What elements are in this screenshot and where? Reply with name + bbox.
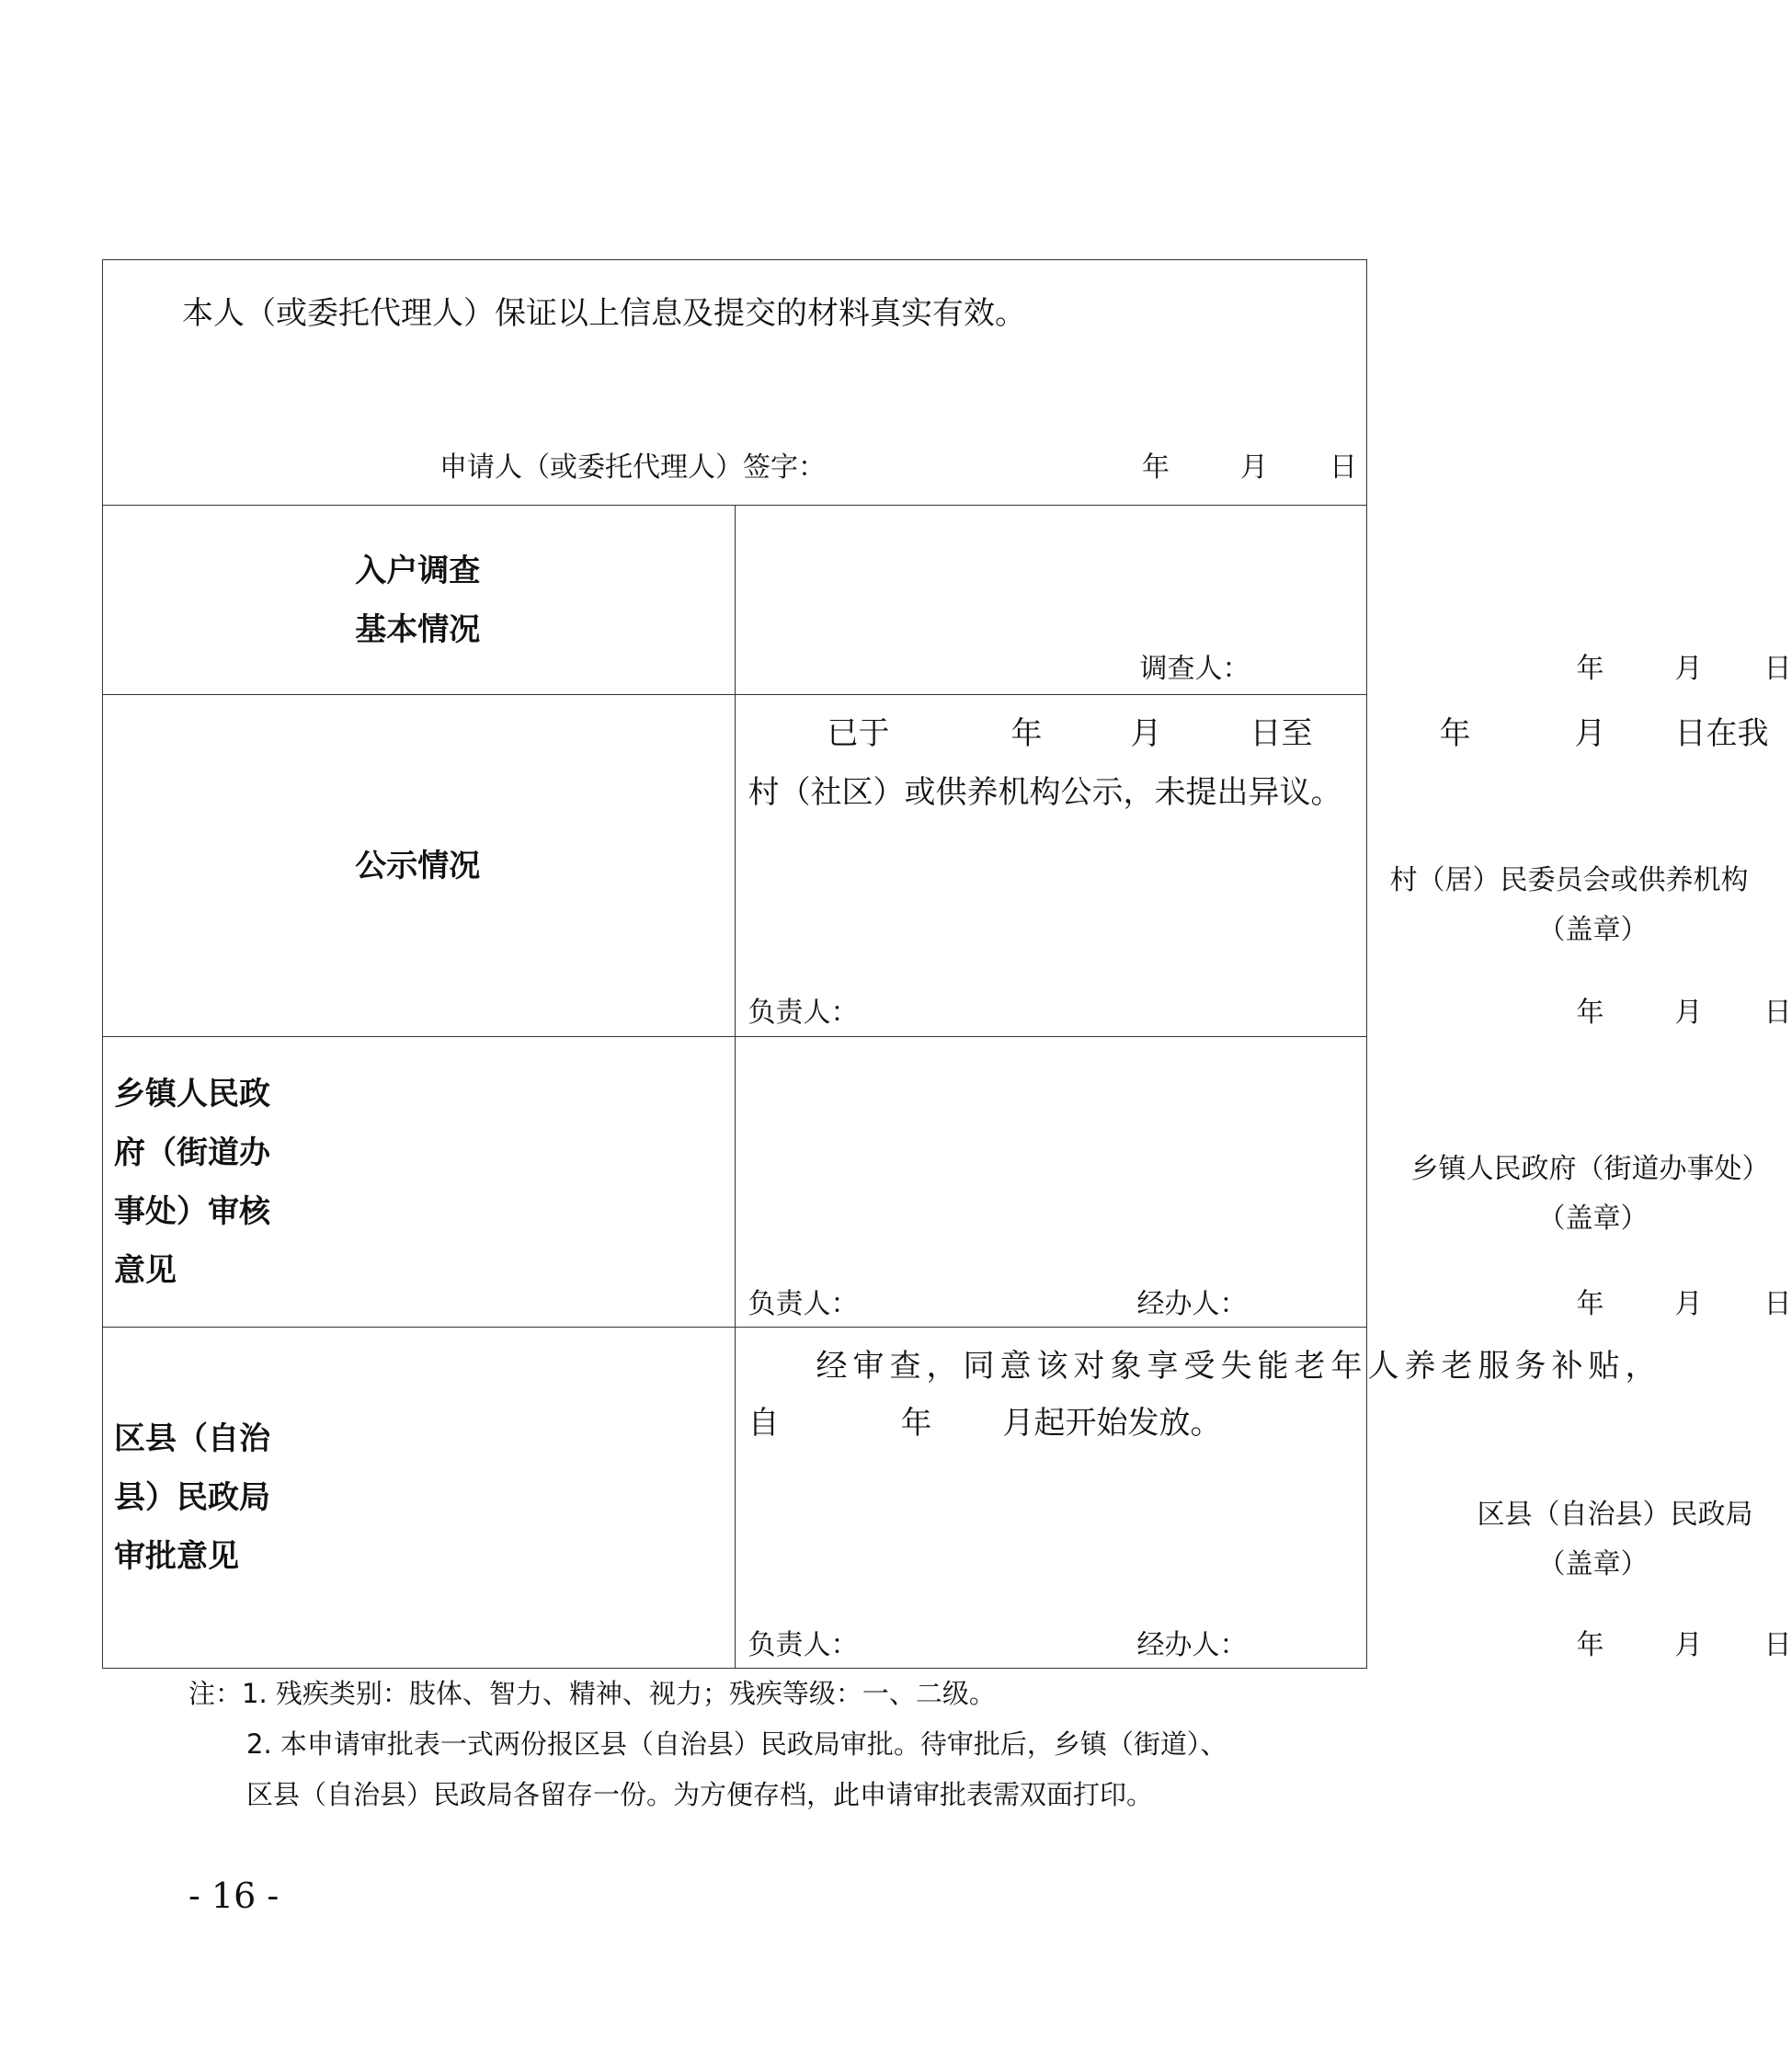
township-content-cell [735,1037,1792,1328]
publicity-line1-part: 年 [1439,715,1471,752]
county-label-line-2: 县）民政局 [114,1479,270,1516]
publicity-line2: 村（社区）或供养机构公示，未提出异议。 [748,774,1342,811]
day-label: 日 [1763,653,1792,685]
township-label-line-1: 乡镇人民政 [114,1075,270,1112]
county-label-line-1: 区县（自治 [114,1420,270,1457]
year-label: 年 [1576,1629,1604,1661]
day-label: 日 [1763,997,1792,1029]
publicity-line1-part: 日至 [1250,715,1313,752]
approval-text-line2-part: 年 [900,1405,932,1442]
township-label-line-4: 意见 [114,1251,177,1289]
responsible-label: 负责人： [748,997,859,1029]
day-label: 日 [1763,1629,1792,1661]
investigator-label: 调查人： [1139,653,1250,685]
county-label-line-3: 审批意见 [114,1538,239,1575]
approval-text-line2-part: 自 [748,1405,780,1442]
township-label-line-3: 事处）审核 [114,1192,270,1230]
note-2-line-1: 2. 本申请审批表一式两份报区县（自治县）民政局审批。待审批后，乡镇（街道）、 [246,1728,1227,1760]
day-label: 日 [1763,1288,1792,1320]
note-1: 注：1. 残疾类别：肢体、智力、精神、视力；残疾等级：一、二级。 [188,1678,996,1709]
county-label-cell [103,1328,736,1669]
township-label-cell [103,1037,736,1328]
day-label: 日 [1330,451,1357,484]
village-committee-label: 村（居）民委员会或供养机构 [1389,864,1749,896]
publicity-label-cell [103,695,736,1037]
approval-text-line2-part: 月起开始发放。 [1002,1405,1222,1442]
investigation-label-line-1: 入户调查 [355,552,481,589]
page-number: - 16 - [188,1876,280,1916]
publicity-label: 公示情况 [355,847,481,884]
investigation-label-cell [103,506,736,695]
note-2-line-2: 区县（自治县）民政局各留存一份。为方便存档，此申请审批表需双面打印。 [246,1779,1154,1810]
approval-text-line1: 经审查，同意该对象享受失能老年人养老服务补贴， [816,1348,1662,1385]
publicity-line1-part: 年 [1010,715,1043,752]
publicity-line1-part: 月 [1130,715,1162,752]
civil-affairs-bureau-label: 区县（自治县）民政局 [1477,1499,1753,1531]
seal-label: （盖章） [1537,1203,1649,1235]
month-label: 月 [1240,451,1268,484]
responsible-label: 负责人： [748,1629,859,1661]
publicity-content-cell [735,695,1792,1037]
township-government-label: 乡镇人民政府（街道办事处） [1410,1153,1770,1185]
signature-label: 申请人（或委托代理人）签字： [439,451,826,484]
year-label: 年 [1576,997,1604,1029]
township-label-line-2: 府（街道办 [114,1134,270,1171]
declaration-cell [103,260,1367,506]
year-label: 年 [1576,1288,1604,1320]
responsible-label: 负责人： [748,1288,859,1320]
county-content-cell [735,1328,1792,1669]
declaration-text: 本人（或委托代理人）保证以上信息及提交的材料真实有效。 [182,295,1026,332]
application-approval-form [102,259,1792,1669]
handler-label: 经办人： [1136,1629,1248,1661]
handler-label: 经办人： [1136,1288,1248,1320]
investigation-content-cell [735,506,1792,695]
publicity-line1-part: 日在我 [1674,715,1769,752]
investigation-label-line-2: 基本情况 [355,610,481,648]
seal-label: （盖章） [1537,914,1649,946]
seal-label: （盖章） [1537,1548,1649,1580]
publicity-line1-part: 已于 [827,715,890,752]
year-label: 年 [1142,451,1170,484]
month-label: 月 [1674,653,1703,685]
month-label: 月 [1674,997,1703,1029]
month-label: 月 [1674,1288,1703,1320]
publicity-line1-part: 月 [1574,715,1606,752]
month-label: 月 [1674,1629,1703,1661]
year-label: 年 [1576,653,1604,685]
